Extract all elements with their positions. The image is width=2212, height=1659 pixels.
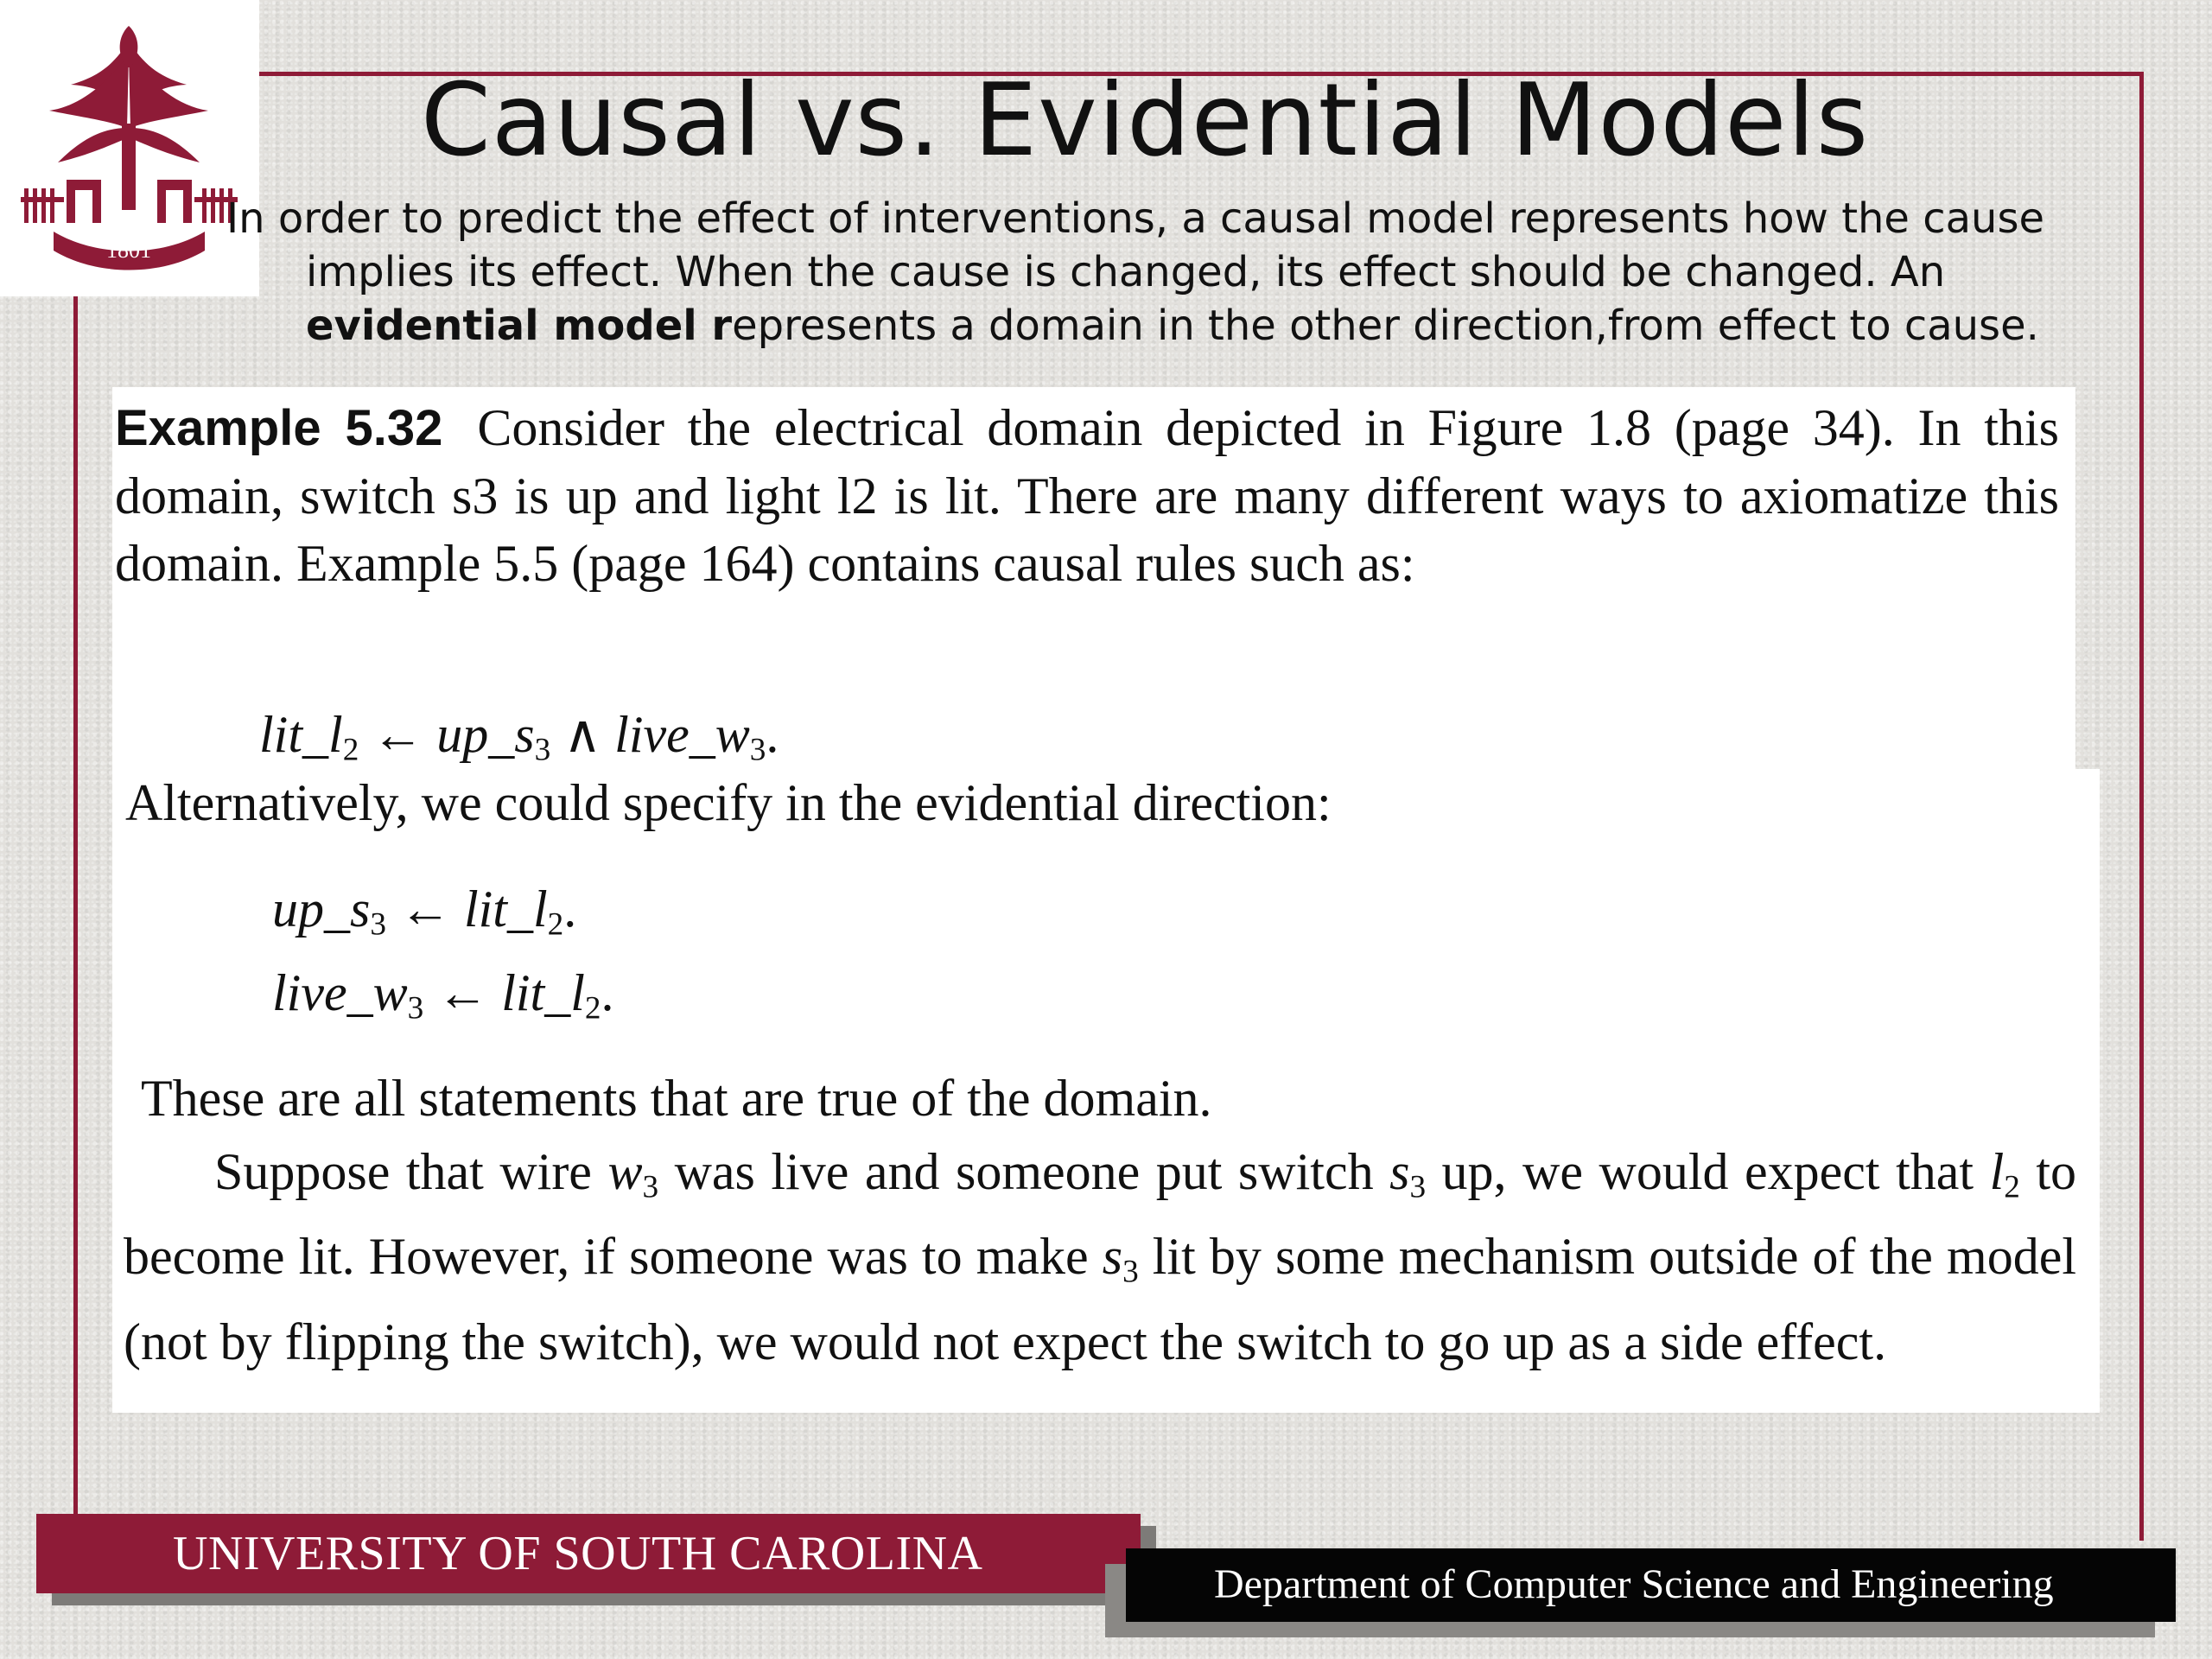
variable: s	[1389, 1143, 1410, 1200]
text-run: to become lit. However, if someone was to make	[124, 1143, 2076, 1286]
intro-line-2: implies its effect. When the cause is changed, its effect should be changed. An	[306, 248, 1946, 296]
suppose-paragraph	[124, 1137, 2076, 1376]
department-name: Department of Computer Science and Engineering	[1214, 1561, 2054, 1607]
university-banner	[36, 1514, 1141, 1593]
variable: s	[1102, 1228, 1123, 1286]
intro-line-3	[226, 299, 2136, 353]
variable: w	[607, 1143, 643, 1200]
example-paragraph	[115, 394, 2059, 597]
formula-subscript: 2	[584, 990, 601, 1027]
slide-title: Causal vs. Evidential Models	[420, 62, 1870, 179]
formula-subscript: 3	[407, 990, 424, 1027]
arrow-symbol: ←	[359, 706, 437, 763]
evidential-rule-2	[272, 963, 614, 1027]
variable-subscript: 3	[642, 1169, 659, 1205]
formula-term: lit_l	[501, 964, 585, 1021]
formula-term: up_s	[436, 706, 535, 763]
formula-term: live_w	[614, 706, 750, 763]
formula-subscript: 3	[749, 732, 766, 768]
alternative-text: Alternatively, we could specify in the evidential direction:	[125, 774, 1332, 831]
text-run: Suppose that wire	[214, 1143, 608, 1200]
formula-subscript: 3	[534, 732, 551, 768]
formula-period: .	[563, 880, 577, 938]
variable-subscript: 3	[1409, 1169, 1427, 1205]
and-symbol: ∧	[550, 706, 615, 763]
arrow-symbol: ←	[385, 880, 464, 938]
intro-line-1: In order to predict the effect of interventions, a causal model represents how the cause	[226, 194, 2044, 243]
intro-text	[226, 192, 2136, 353]
logo-year: 1801	[106, 238, 151, 263]
formula-subscript: 2	[342, 732, 359, 768]
formula-period: .	[601, 964, 614, 1021]
example-text: Consider the electrical domain depicted in Figure 1.8 (page 34). In this domain, switch s3 is up and light l2 is lit. There are many different ways to axiomatize this domain. Example 5.5 (page 164) contains causal rules such as:	[115, 399, 2059, 592]
palmetto-logo-icon	[19, 24, 239, 275]
statements-paragraph: These are all statements that are true of the domain.	[141, 1070, 1212, 1127]
text-run: lit by some mechanism outside of the model (not by flipping the switch), we would not expect the switch to go up as a side effect.	[124, 1228, 2077, 1370]
text-run: up, we would expect that	[1426, 1143, 1990, 1200]
causal-rule	[259, 704, 779, 768]
example-label: Example 5.32	[115, 400, 443, 456]
formula-term: live_w	[272, 964, 408, 1021]
formula-subscript: 3	[370, 906, 386, 943]
usc-logo	[0, 0, 259, 296]
text-run: was live and someone put switch	[658, 1143, 1390, 1200]
formula-subscript: 2	[547, 906, 564, 943]
variable-subscript: 2	[2004, 1169, 2020, 1205]
variable: l	[1989, 1143, 2005, 1200]
formula-period: .	[766, 706, 779, 763]
intro-line-3-rest: epresents a domain in the other direction,from effect to cause.	[732, 302, 2039, 350]
variable-subscript: 3	[1122, 1254, 1139, 1290]
formula-term: lit_l	[259, 706, 343, 763]
department-banner	[1126, 1548, 2176, 1622]
arrow-symbol: ←	[423, 964, 502, 1021]
university-name: UNIVERSITY OF SOUTH CAROLINA	[173, 1527, 983, 1580]
formula-term: lit_l	[463, 880, 548, 938]
evidential-rule-1	[272, 880, 576, 943]
formula-term: up_s	[272, 880, 371, 938]
intro-bold-term: evidential model r	[306, 302, 733, 350]
